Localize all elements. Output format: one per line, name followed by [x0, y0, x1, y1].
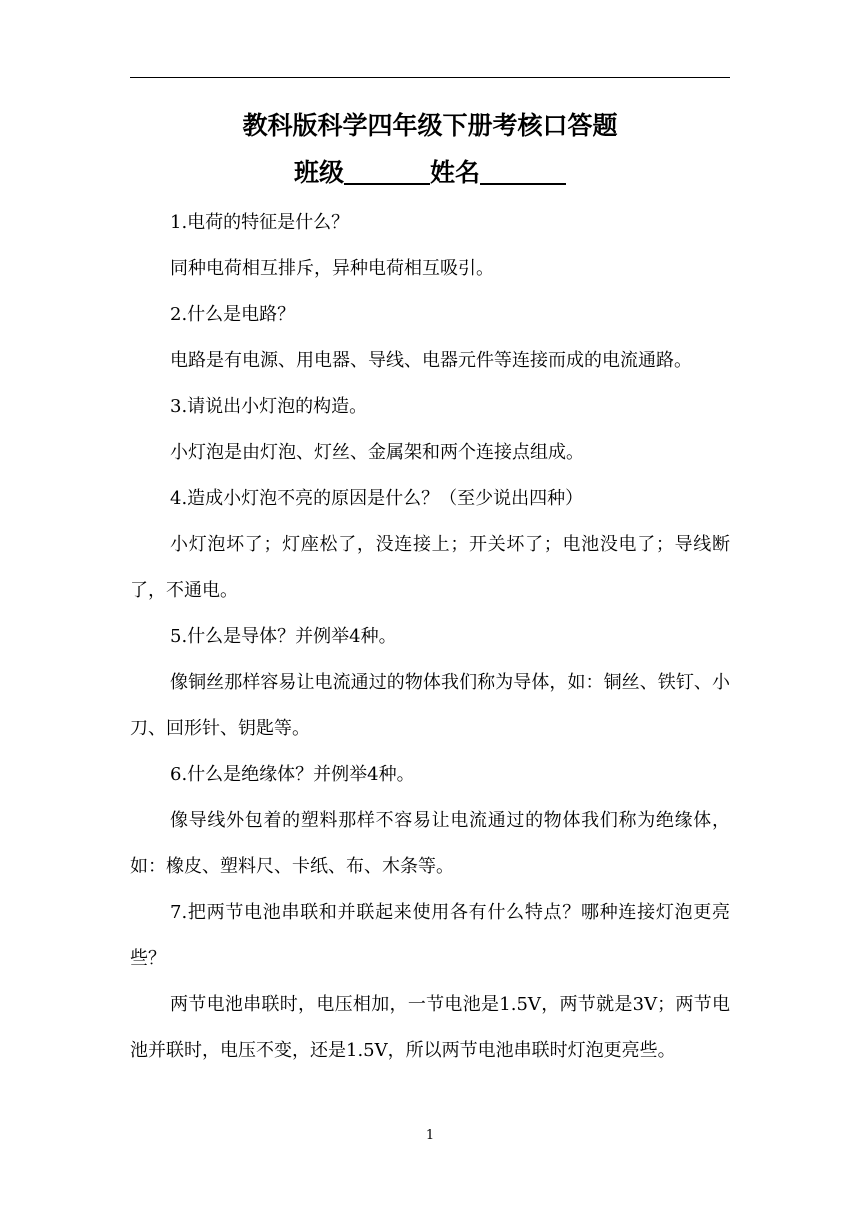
question-3: 3.请说出小灯泡的构造。 [170, 396, 368, 417]
qa-content [130, 200, 730, 1074]
answer-2: 电路是有电源、用电器、导线、电器元件等连接而成的电流通路。 [170, 350, 692, 371]
answer-4: 小灯泡坏了；灯座松了，没连接上；开关坏了；电池没电了；导线断了，不通电。 [130, 534, 730, 601]
name-blank [480, 155, 566, 185]
question-1: 1.电荷的特征是什么？ [170, 212, 350, 233]
question-6: 6.什么是绝缘体？并例举4种。 [170, 764, 415, 785]
document-title: 教科版科学四年级下册考核口答题 [242, 111, 618, 140]
question-7: 7.把两节电池串联和并联起来使用各有什么特点？哪种连接灯泡更亮些？ [130, 902, 730, 969]
answer-7: 两节电池串联时，电压相加，一节电池是1.5V，两节就是3V；两节电池并联时，电压不变，还是1.5V，所以两节电池串联时灯泡更亮些。 [130, 994, 730, 1061]
question-4: 4.造成小灯泡不亮的原因是什么？（至少说出四种） [170, 488, 584, 509]
answer-3: 小灯泡是由灯泡、灯丝、金属架和两个连接点组成。 [170, 442, 584, 463]
name-label: 姓名 [430, 158, 481, 187]
header-rule [130, 77, 730, 78]
page-number: 1 [425, 1128, 435, 1143]
class-name-line [130, 153, 730, 193]
answer-5: 像铜丝那样容易让电流通过的物体我们称为导体，如：铜丝、铁钉、小刀、回形针、钥匙等。 [130, 672, 730, 739]
question-5: 5.什么是导体？并例举4种。 [170, 626, 397, 647]
answer-6: 像导线外包着的塑料那样不容易让电流通过的物体我们称为绝缘体，如：橡皮、塑料尺、卡纸、布、木条等。 [130, 810, 730, 877]
question-2: 2.什么是电路？ [170, 304, 296, 325]
class-blank [344, 155, 430, 185]
class-label: 班级 [293, 158, 344, 187]
answer-1: 同种电荷相互排斥，异种电荷相互吸引。 [170, 258, 494, 279]
